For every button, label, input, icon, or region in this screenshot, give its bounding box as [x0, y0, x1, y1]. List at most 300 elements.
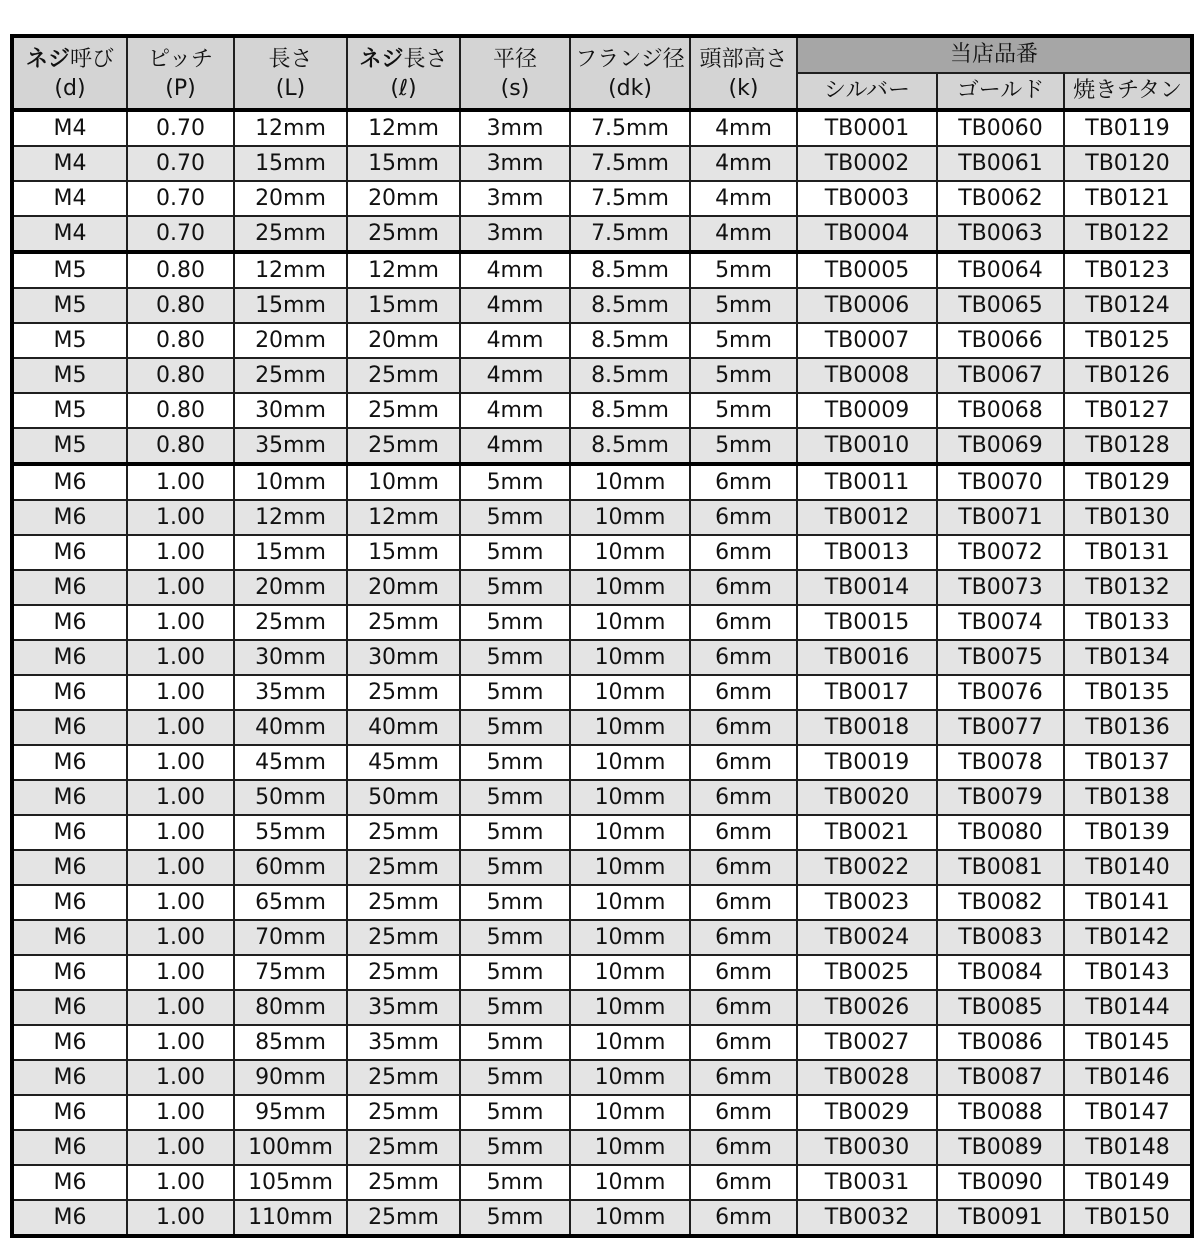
column-header-label [691, 46, 796, 74]
cell-screw-size: M6 [12, 885, 127, 920]
cell-flange-diameter: 10mm [570, 605, 690, 640]
cell-part-number-titanium: TB0149 [1064, 1165, 1192, 1200]
cell-flange-diameter: 10mm [570, 745, 690, 780]
cell-head-height: 6mm [690, 675, 797, 710]
cell-head-height: 6mm [690, 955, 797, 990]
cell-thread-length: 10mm [347, 464, 460, 500]
cell-flange-diameter: 8.5mm [570, 393, 690, 428]
table-row [12, 288, 1192, 323]
cell-part-number-silver: TB0002 [797, 146, 937, 181]
cell-part-number-gold: TB0064 [937, 252, 1064, 288]
cell-flat-diameter: 5mm [460, 710, 570, 745]
column-header-pitch [127, 36, 234, 110]
cell-thread-length: 25mm [347, 1165, 460, 1200]
screw-spec-table [10, 34, 1194, 1238]
cell-flat-diameter: 5mm [460, 1165, 570, 1200]
cell-part-number-silver: TB0030 [797, 1130, 937, 1165]
cell-part-number-gold: TB0087 [937, 1060, 1064, 1095]
cell-part-number-gold: TB0084 [937, 955, 1064, 990]
cell-thread-length: 25mm [347, 1130, 460, 1165]
cell-thread-length: 25mm [347, 1060, 460, 1095]
cell-screw-size: M6 [12, 675, 127, 710]
cell-part-number-titanium: TB0134 [1064, 640, 1192, 675]
column-header-label [14, 46, 126, 74]
cell-screw-size: M6 [12, 745, 127, 780]
cell-thread-length: 25mm [347, 216, 460, 252]
cell-part-number-titanium: TB0148 [1064, 1130, 1192, 1165]
table-row [12, 605, 1192, 640]
cell-head-height: 6mm [690, 1130, 797, 1165]
cell-flat-diameter: 5mm [460, 570, 570, 605]
table-row [12, 428, 1192, 464]
cell-pitch: 1.00 [127, 535, 234, 570]
cell-pitch: 1.00 [127, 710, 234, 745]
table-body [12, 110, 1192, 1236]
cell-flat-diameter: 5mm [460, 920, 570, 955]
table-row [12, 252, 1192, 288]
cell-head-height: 4mm [690, 146, 797, 181]
cell-thread-length: 25mm [347, 955, 460, 990]
cell-thread-length: 20mm [347, 570, 460, 605]
cell-part-number-titanium: TB0119 [1064, 110, 1192, 146]
cell-flange-diameter: 10mm [570, 850, 690, 885]
cell-part-number-gold: TB0063 [937, 216, 1064, 252]
cell-pitch: 1.00 [127, 990, 234, 1025]
cell-flange-diameter: 7.5mm [570, 146, 690, 181]
cell-screw-size: M6 [12, 535, 127, 570]
cell-part-number-titanium: TB0144 [1064, 990, 1192, 1025]
cell-pitch: 1.00 [127, 955, 234, 990]
cell-part-number-titanium: TB0128 [1064, 428, 1192, 464]
cell-screw-size: M5 [12, 358, 127, 393]
cell-length: 35mm [234, 675, 347, 710]
cell-part-number-silver: TB0011 [797, 464, 937, 500]
cell-pitch: 1.00 [127, 1130, 234, 1165]
cell-flat-diameter: 5mm [460, 464, 570, 500]
table-row [12, 1095, 1192, 1130]
cell-head-height: 5mm [690, 323, 797, 358]
cell-head-height: 6mm [690, 1165, 797, 1200]
cell-screw-size: M6 [12, 1200, 127, 1236]
cell-part-number-silver: TB0032 [797, 1200, 937, 1236]
column-header-label-text: 呼び [70, 46, 115, 72]
cell-thread-length: 30mm [347, 640, 460, 675]
cell-length: 25mm [234, 216, 347, 252]
column-header-length [234, 36, 347, 110]
cell-part-number-titanium: TB0122 [1064, 216, 1192, 252]
cell-part-number-titanium: TB0139 [1064, 815, 1192, 850]
cell-flat-diameter: 3mm [460, 110, 570, 146]
column-header-part-number-titanium: 焼きチタン [1064, 73, 1192, 110]
cell-screw-size: M6 [12, 500, 127, 535]
cell-head-height: 6mm [690, 464, 797, 500]
cell-thread-length: 25mm [347, 1095, 460, 1130]
cell-flat-diameter: 5mm [460, 1130, 570, 1165]
column-header-label-text: フランジ径 [575, 46, 685, 72]
cell-part-number-gold: TB0074 [937, 605, 1064, 640]
cell-part-number-silver: TB0023 [797, 885, 937, 920]
cell-part-number-silver: TB0025 [797, 955, 937, 990]
cell-part-number-gold: TB0077 [937, 710, 1064, 745]
column-header-label [348, 46, 459, 74]
table-row [12, 323, 1192, 358]
cell-part-number-silver: TB0031 [797, 1165, 937, 1200]
cell-part-number-titanium: TB0127 [1064, 393, 1192, 428]
cell-pitch: 0.70 [127, 146, 234, 181]
cell-thread-length: 25mm [347, 885, 460, 920]
cell-thread-length: 25mm [347, 358, 460, 393]
cell-screw-size: M5 [12, 252, 127, 288]
cell-length: 15mm [234, 288, 347, 323]
cell-head-height: 6mm [690, 1200, 797, 1236]
cell-flange-diameter: 10mm [570, 1060, 690, 1095]
cell-part-number-gold: TB0086 [937, 1025, 1064, 1060]
table-row [12, 358, 1192, 393]
cell-part-number-silver: TB0009 [797, 393, 937, 428]
cell-part-number-silver: TB0028 [797, 1060, 937, 1095]
table-row [12, 780, 1192, 815]
cell-length: 15mm [234, 146, 347, 181]
cell-part-number-gold: TB0067 [937, 358, 1064, 393]
table-row [12, 675, 1192, 710]
cell-flat-diameter: 5mm [460, 955, 570, 990]
cell-part-number-gold: TB0090 [937, 1165, 1064, 1200]
cell-length: 80mm [234, 990, 347, 1025]
column-header-part-number-gold: ゴールド [937, 73, 1064, 110]
column-header-part-number-silver: シルバー [797, 73, 937, 110]
cell-pitch: 0.70 [127, 110, 234, 146]
cell-flat-diameter: 4mm [460, 252, 570, 288]
cell-flat-diameter: 5mm [460, 1095, 570, 1130]
cell-part-number-silver: TB0029 [797, 1095, 937, 1130]
cell-part-number-gold: TB0069 [937, 428, 1064, 464]
cell-part-number-gold: TB0079 [937, 780, 1064, 815]
cell-flat-diameter: 5mm [460, 885, 570, 920]
column-header-symbol: (ℓ) [390, 76, 417, 101]
cell-part-number-titanium: TB0130 [1064, 500, 1192, 535]
cell-screw-size: M6 [12, 1025, 127, 1060]
column-header-symbol: (dk) [608, 76, 652, 101]
column-header-symbol: (P) [165, 76, 196, 101]
cell-flange-diameter: 10mm [570, 1165, 690, 1200]
cell-part-number-gold: TB0088 [937, 1095, 1064, 1130]
cell-part-number-silver: TB0019 [797, 745, 937, 780]
cell-length: 20mm [234, 181, 347, 216]
cell-part-number-silver: TB0012 [797, 500, 937, 535]
cell-screw-size: M4 [12, 110, 127, 146]
cell-part-number-gold: TB0060 [937, 110, 1064, 146]
table-row [12, 110, 1192, 146]
cell-part-number-silver: TB0017 [797, 675, 937, 710]
cell-length: 60mm [234, 850, 347, 885]
cell-length: 55mm [234, 815, 347, 850]
cell-flat-diameter: 5mm [460, 1200, 570, 1236]
cell-flat-diameter: 3mm [460, 146, 570, 181]
cell-screw-size: M6 [12, 1165, 127, 1200]
column-header-label-bold: ネジ [359, 46, 404, 72]
cell-flat-diameter: 5mm [460, 780, 570, 815]
table-row [12, 570, 1192, 605]
cell-part-number-gold: TB0075 [937, 640, 1064, 675]
cell-screw-size: M6 [12, 815, 127, 850]
cell-flange-diameter: 10mm [570, 1200, 690, 1236]
cell-pitch: 1.00 [127, 1200, 234, 1236]
table-header [12, 36, 1192, 110]
cell-part-number-silver: TB0027 [797, 1025, 937, 1060]
table-row [12, 1200, 1192, 1236]
column-header-symbol: (d) [54, 76, 86, 101]
cell-flange-diameter: 10mm [570, 815, 690, 850]
cell-head-height: 6mm [690, 885, 797, 920]
cell-thread-length: 25mm [347, 1200, 460, 1236]
cell-part-number-titanium: TB0138 [1064, 780, 1192, 815]
cell-part-number-titanium: TB0140 [1064, 850, 1192, 885]
cell-head-height: 6mm [690, 920, 797, 955]
cell-part-number-silver: TB0020 [797, 780, 937, 815]
cell-screw-size: M6 [12, 850, 127, 885]
table-row [12, 500, 1192, 535]
cell-pitch: 1.00 [127, 780, 234, 815]
cell-flat-diameter: 5mm [460, 850, 570, 885]
cell-flat-diameter: 3mm [460, 181, 570, 216]
cell-length: 30mm [234, 640, 347, 675]
cell-part-number-silver: TB0021 [797, 815, 937, 850]
cell-part-number-gold: TB0070 [937, 464, 1064, 500]
cell-head-height: 5mm [690, 358, 797, 393]
cell-flat-diameter: 4mm [460, 323, 570, 358]
cell-flange-diameter: 10mm [570, 920, 690, 955]
cell-thread-length: 35mm [347, 1025, 460, 1060]
cell-flat-diameter: 4mm [460, 288, 570, 323]
column-header-label-text: 長さ [268, 46, 313, 72]
cell-thread-length: 25mm [347, 428, 460, 464]
cell-part-number-silver: TB0010 [797, 428, 937, 464]
cell-pitch: 1.00 [127, 745, 234, 780]
column-header-flat-diameter [460, 36, 570, 110]
cell-screw-size: M5 [12, 323, 127, 358]
cell-length: 105mm [234, 1165, 347, 1200]
cell-head-height: 6mm [690, 850, 797, 885]
cell-part-number-gold: TB0072 [937, 535, 1064, 570]
cell-part-number-silver: TB0022 [797, 850, 937, 885]
cell-part-number-gold: TB0061 [937, 146, 1064, 181]
cell-flange-diameter: 10mm [570, 535, 690, 570]
cell-part-number-gold: TB0065 [937, 288, 1064, 323]
cell-thread-length: 25mm [347, 393, 460, 428]
cell-screw-size: M6 [12, 464, 127, 500]
cell-length: 25mm [234, 605, 347, 640]
cell-pitch: 1.00 [127, 675, 234, 710]
table-row [12, 745, 1192, 780]
table-row [12, 393, 1192, 428]
column-header-label [461, 46, 569, 74]
table-row [12, 464, 1192, 500]
cell-head-height: 4mm [690, 181, 797, 216]
cell-screw-size: M6 [12, 570, 127, 605]
cell-head-height: 4mm [690, 216, 797, 252]
cell-part-number-silver: TB0026 [797, 990, 937, 1025]
cell-flange-diameter: 10mm [570, 955, 690, 990]
cell-head-height: 6mm [690, 710, 797, 745]
column-header-flange-diameter [570, 36, 690, 110]
cell-part-number-titanium: TB0137 [1064, 745, 1192, 780]
cell-length: 110mm [234, 1200, 347, 1236]
table-row [12, 885, 1192, 920]
cell-part-number-titanium: TB0120 [1064, 146, 1192, 181]
cell-pitch: 1.00 [127, 464, 234, 500]
cell-head-height: 6mm [690, 1025, 797, 1060]
cell-pitch: 0.80 [127, 252, 234, 288]
cell-part-number-gold: TB0076 [937, 675, 1064, 710]
cell-screw-size: M6 [12, 710, 127, 745]
cell-pitch: 0.80 [127, 428, 234, 464]
table-row [12, 920, 1192, 955]
cell-pitch: 0.80 [127, 393, 234, 428]
cell-head-height: 6mm [690, 780, 797, 815]
cell-pitch: 1.00 [127, 640, 234, 675]
cell-flange-diameter: 10mm [570, 570, 690, 605]
column-header-symbol: (s) [500, 76, 530, 101]
cell-length: 10mm [234, 464, 347, 500]
cell-part-number-silver: TB0014 [797, 570, 937, 605]
cell-flat-diameter: 5mm [460, 675, 570, 710]
cell-flat-diameter: 5mm [460, 605, 570, 640]
cell-thread-length: 35mm [347, 990, 460, 1025]
cell-part-number-silver: TB0004 [797, 216, 937, 252]
cell-flange-diameter: 10mm [570, 1095, 690, 1130]
column-header-label-text: 平径 [492, 46, 537, 72]
cell-part-number-titanium: TB0131 [1064, 535, 1192, 570]
cell-part-number-gold: TB0091 [937, 1200, 1064, 1236]
cell-thread-length: 25mm [347, 675, 460, 710]
cell-length: 45mm [234, 745, 347, 780]
cell-part-number-titanium: TB0145 [1064, 1025, 1192, 1060]
cell-thread-length: 50mm [347, 780, 460, 815]
cell-pitch: 1.00 [127, 920, 234, 955]
cell-part-number-gold: TB0089 [937, 1130, 1064, 1165]
cell-length: 40mm [234, 710, 347, 745]
cell-thread-length: 15mm [347, 146, 460, 181]
cell-screw-size: M6 [12, 640, 127, 675]
cell-screw-size: M4 [12, 181, 127, 216]
cell-length: 70mm [234, 920, 347, 955]
cell-part-number-gold: TB0080 [937, 815, 1064, 850]
cell-thread-length: 20mm [347, 323, 460, 358]
cell-flange-diameter: 10mm [570, 1130, 690, 1165]
cell-screw-size: M6 [12, 1130, 127, 1165]
cell-head-height: 6mm [690, 1095, 797, 1130]
cell-flange-diameter: 8.5mm [570, 323, 690, 358]
cell-pitch: 1.00 [127, 885, 234, 920]
cell-part-number-silver: TB0007 [797, 323, 937, 358]
cell-length: 20mm [234, 570, 347, 605]
cell-flat-diameter: 5mm [460, 500, 570, 535]
cell-part-number-titanium: TB0133 [1064, 605, 1192, 640]
cell-length: 50mm [234, 780, 347, 815]
cell-head-height: 5mm [690, 288, 797, 323]
cell-head-height: 6mm [690, 1060, 797, 1095]
table-row [12, 535, 1192, 570]
cell-part-number-titanium: TB0136 [1064, 710, 1192, 745]
cell-thread-length: 25mm [347, 850, 460, 885]
cell-length: 75mm [234, 955, 347, 990]
cell-part-number-titanium: TB0150 [1064, 1200, 1192, 1236]
table-row [12, 1060, 1192, 1095]
cell-screw-size: M5 [12, 428, 127, 464]
cell-pitch: 1.00 [127, 605, 234, 640]
cell-screw-size: M5 [12, 288, 127, 323]
cell-pitch: 0.80 [127, 288, 234, 323]
cell-screw-size: M6 [12, 920, 127, 955]
cell-pitch: 0.70 [127, 181, 234, 216]
cell-part-number-silver: TB0015 [797, 605, 937, 640]
table-row [12, 640, 1192, 675]
column-header-label [235, 46, 346, 74]
cell-pitch: 1.00 [127, 1165, 234, 1200]
cell-screw-size: M5 [12, 393, 127, 428]
cell-length: 100mm [234, 1130, 347, 1165]
cell-part-number-silver: TB0006 [797, 288, 937, 323]
cell-thread-length: 25mm [347, 920, 460, 955]
column-header-head-height [690, 36, 797, 110]
cell-part-number-gold: TB0081 [937, 850, 1064, 885]
cell-length: 90mm [234, 1060, 347, 1095]
cell-flat-diameter: 4mm [460, 358, 570, 393]
cell-length: 25mm [234, 358, 347, 393]
cell-length: 95mm [234, 1095, 347, 1130]
cell-screw-size: M6 [12, 955, 127, 990]
cell-flange-diameter: 8.5mm [570, 288, 690, 323]
column-header-label-text: 長さ [403, 46, 448, 72]
cell-thread-length: 15mm [347, 535, 460, 570]
cell-part-number-silver: TB0024 [797, 920, 937, 955]
cell-part-number-silver: TB0008 [797, 358, 937, 393]
cell-part-number-titanium: TB0147 [1064, 1095, 1192, 1130]
cell-head-height: 6mm [690, 605, 797, 640]
cell-flange-diameter: 10mm [570, 1025, 690, 1060]
cell-part-number-titanium: TB0126 [1064, 358, 1192, 393]
cell-pitch: 1.00 [127, 1095, 234, 1130]
cell-part-number-silver: TB0001 [797, 110, 937, 146]
cell-thread-length: 12mm [347, 500, 460, 535]
cell-head-height: 5mm [690, 252, 797, 288]
cell-part-number-titanium: TB0125 [1064, 323, 1192, 358]
cell-flat-diameter: 5mm [460, 640, 570, 675]
cell-thread-length: 45mm [347, 745, 460, 780]
cell-part-number-titanium: TB0121 [1064, 181, 1192, 216]
cell-part-number-gold: TB0062 [937, 181, 1064, 216]
cell-head-height: 6mm [690, 570, 797, 605]
column-header-thread-length [347, 36, 460, 110]
cell-part-number-silver: TB0013 [797, 535, 937, 570]
cell-screw-size: M6 [12, 605, 127, 640]
cell-length: 12mm [234, 110, 347, 146]
cell-pitch: 1.00 [127, 1025, 234, 1060]
cell-flat-diameter: 5mm [460, 1025, 570, 1060]
cell-screw-size: M6 [12, 780, 127, 815]
cell-length: 12mm [234, 252, 347, 288]
table-row [12, 815, 1192, 850]
cell-part-number-silver: TB0003 [797, 181, 937, 216]
cell-flat-diameter: 5mm [460, 535, 570, 570]
cell-length: 65mm [234, 885, 347, 920]
cell-flat-diameter: 4mm [460, 428, 570, 464]
cell-thread-length: 12mm [347, 110, 460, 146]
cell-part-number-gold: TB0085 [937, 990, 1064, 1025]
cell-part-number-titanium: TB0143 [1064, 955, 1192, 990]
column-header-label-bold: ネジ [25, 46, 70, 72]
cell-thread-length: 40mm [347, 710, 460, 745]
